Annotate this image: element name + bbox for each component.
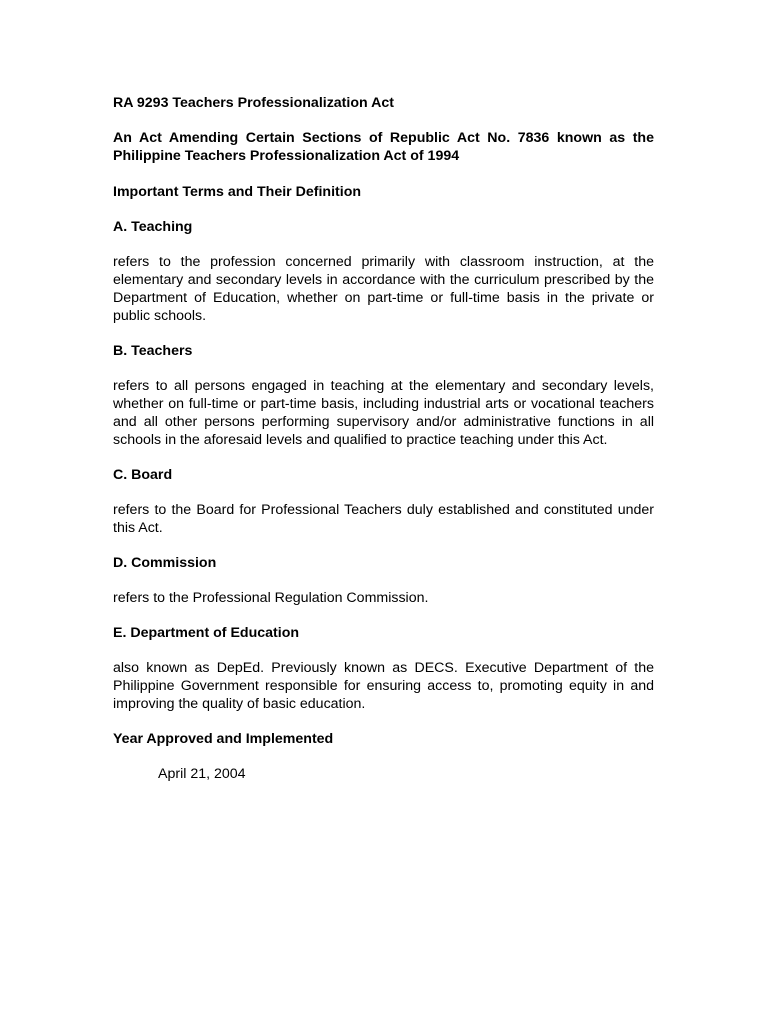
document-title: RA 9293 Teachers Professionalization Act [113, 95, 394, 111]
terms-heading: Important Terms and Their Definition [113, 184, 362, 200]
term-heading: B. Teachers [113, 343, 193, 359]
term-definition: refers to the profession concerned primarily with classroom instruction, at the elementary and secondary levels in accordance with the curriculum prescribed by the Department of Education, whether on part-time or full-time basis in the private or public schools. [113, 254, 654, 324]
term-teaching [113, 218, 654, 325]
term-heading: A. Teaching [113, 219, 193, 235]
term-teachers [113, 342, 654, 449]
term-definition: refers to the Board for Professional Teachers duly established and constituted under this Act. [113, 502, 654, 536]
term-board [113, 466, 654, 537]
term-heading: C. Board [113, 467, 173, 483]
term-definition: refers to the Professional Regulation Commission. [113, 590, 429, 606]
term-department-of-education [113, 624, 654, 713]
term-commission [113, 554, 654, 607]
term-definition: also known as DepEd. Previously known as DECS. Executive Department of the Philippine Government responsible for ensuring access to, promoting equity in and improving the quality of basic education. [113, 660, 654, 712]
term-heading: D. Commission [113, 555, 217, 571]
term-definition: refers to all persons engaged in teaching at the elementary and secondary levels, whether on full-time or part-time basis, including industrial arts or vocational teachers and all other persons performing supervisory and/or administrative functions in all schools in the aforesaid levels and qualified to practice teaching under this Act. [113, 378, 654, 448]
document-subtitle: An Act Amending Certain Sections of Republic Act No. 7836 known as the Philippine Teachers Professionalization Act of 1994 [113, 130, 654, 164]
year-heading: Year Approved and Implemented [113, 731, 334, 747]
document-page [113, 94, 654, 783]
year-value: April 21, 2004 [158, 766, 246, 782]
term-heading: E. Department of Education [113, 625, 300, 641]
